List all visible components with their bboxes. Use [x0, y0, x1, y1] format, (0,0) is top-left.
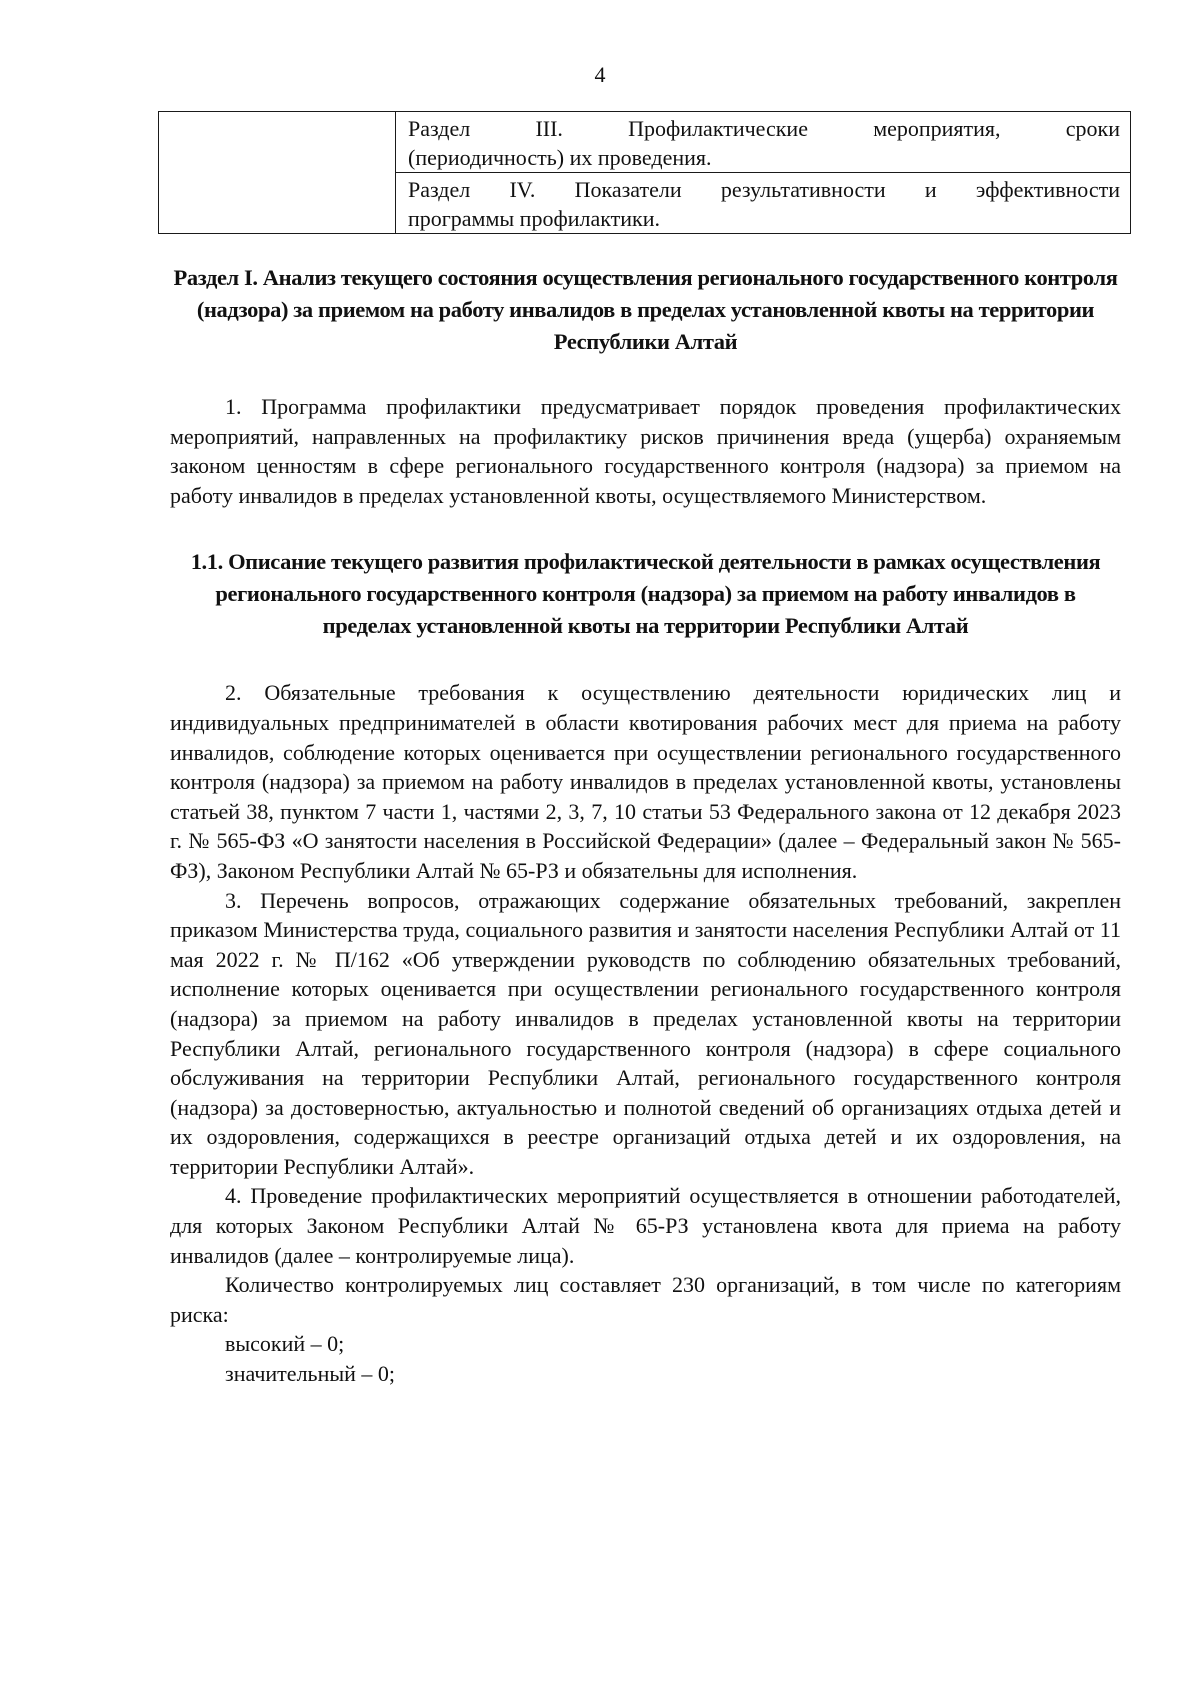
table-empty-cell [159, 112, 396, 234]
paragraph-5: Количество контролируемых лиц составляет 230 организаций, в том числе по категориям риска: [170, 1272, 1121, 1327]
risk-category-item: высокий – 0; [225, 1331, 345, 1357]
table-cell-line: Раздел III. Профилактические мероприятия, сроки [408, 116, 1120, 141]
contents-table [158, 111, 1131, 234]
document-body [170, 262, 1121, 1389]
table-cell-section-3 [396, 112, 1131, 173]
table-cell-line: Раздел IV. Показатели результативности и эффективности [408, 177, 1120, 202]
table-cell-section-4 [396, 173, 1131, 234]
page-number: 4 [594, 62, 606, 87]
paragraph-3: 3. Перечень вопросов, отражающих содержание обязательных требований, закреплен приказом Министерства труда, социального развития и занятости населения Республики Алтай от 11 мая 2022 г. № П/162 «Об утверждении руководств по соблюдению обязательных требований, исполнение которых оценивается при осуществлении регионального государственного контроля (надзора) за приемом на работу инвалидов в пределах установленной квоты на территории Республики Алтай, регионального государственного контроля (надзора) в сфере социального обслуживания на территории Республики Алтай, регионального государственного контроля (надзора) за достоверностью, актуальностью и полнотой сведений об организациях отдыха детей и их оздоровления, содержащихся в реестре организаций отдыха детей и их оздоровления, на территории Республики Алтай». [170, 887, 1121, 1179]
paragraph-1: 1. Программа профилактики предусматривает порядок проведения профилактических мероприятий, направленных на профилактику рисков причинения вреда (ущерба) охраняемым законом ценностям в сфере регионального государственного контроля (надзора) за приемом на работу инвалидов в пределах установленной квоты, осуществляемого Министерством. [170, 394, 1121, 508]
subsection-1-1-heading: 1.1. Описание текущего развития профилактической деятельности в рамках осуществления регионального государственного контроля (надзора) за приемом на работу инвалидов в пределах установленной квоты на территории Республики Алтай [190, 549, 1101, 639]
risk-category-item: значительный – 0; [225, 1361, 396, 1387]
table-cell-line: (периодичность) их проведения. [408, 144, 712, 170]
paragraph-2: 2. Обязательные требования к осуществлению деятельности юридических лиц и индивидуальных предпринимателей в области квотирования рабочих мест для приема на работу инвалидов, соблюдение которых оценивается при осуществлении регионального государственного контроля (надзора) за приемом на работу инвалидов в пределах установленной квоты, установлены статьей 38, пунктом 7 части 1, частями 2, 3, 7, 10 статьи 53 Федерального закона от 12 декабря 2023 г. № 565-ФЗ «О занятости населения в Российской Федерации» (далее – Федеральный закон № 565-ФЗ), Законом Республики Алтай № 65-РЗ и обязательны для исполнения. [170, 680, 1121, 883]
section-1-heading: Раздел I. Анализ текущего состояния осуществления регионального государственного контроля (надзора) за приемом на работу инвалидов в пределах установленной квоты на территории Республики Алтай [173, 265, 1118, 354]
paragraph-4: 4. Проведение профилактических мероприятий осуществляется в отношении работодателей, для которых Законом Республики Алтай № 65-РЗ установлена квота для приема на работу инвалидов (далее – контролируемые лица). [170, 1183, 1121, 1268]
table-cell-line: программы профилактики. [408, 205, 660, 231]
table-row [159, 112, 1131, 173]
